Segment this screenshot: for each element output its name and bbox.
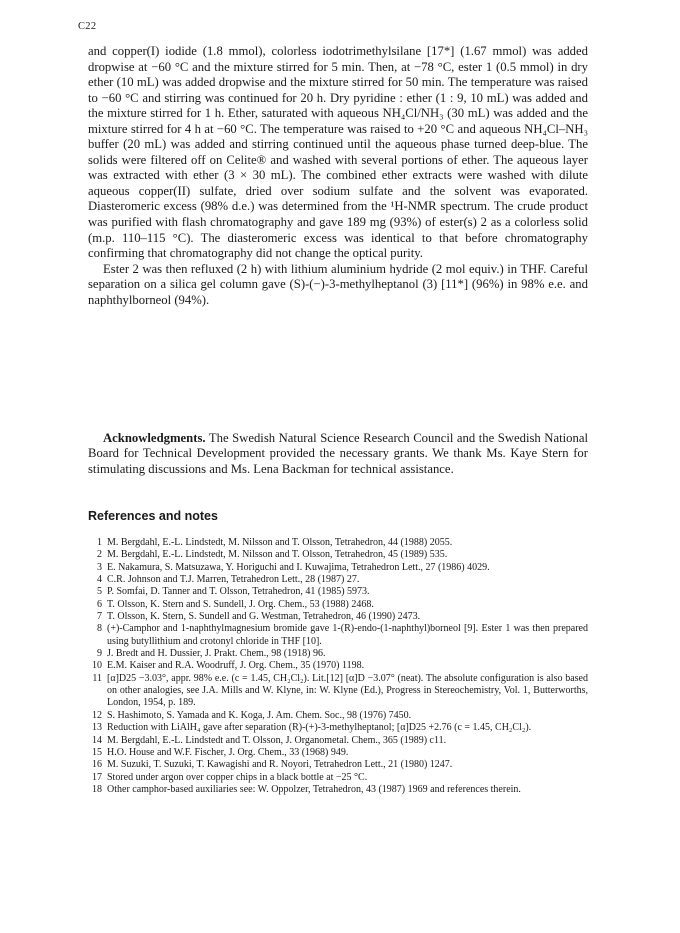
reference-text: T. Olsson, K. Stern, S. Sundell and G. Westman, Tetrahedron, 46 (1990) 2473. [107,611,421,623]
references-list [88,537,588,796]
reference-text: E. Nakamura, S. Matsuzawa, Y. Horiguchi and I. Kuwajima, Tetrahedron Lett., 27 (1986) 4029. [107,561,490,573]
reference-number: 5 [97,586,102,598]
reference-number: 1 [97,537,102,548]
reference-text: H.O. House and W.F. Fischer, J. Org. Chem., 33 (1968) 949. [107,746,349,758]
reference-number: 16 [92,759,102,771]
acknowledgements-heading: Acknowledgments. [103,430,206,445]
reference-item [88,759,588,771]
reference-item [88,562,588,574]
reference-number: 4 [97,574,102,586]
acknowledgements-paragraph [88,431,588,478]
reference-item [88,735,588,747]
acknowledgements-text: The Swedish Natural Science Research Council and the Swedish National Board for Technical Development provided the necessary grants. We thank Ms. Kaye Stern for stimulating discussions and Ms. Lena Backman for technical assistance. [88,430,588,476]
reference-number: 7 [97,611,102,623]
reference-text: T. Olsson, K. Stern and S. Sundell, J. Org. Chem., 53 (1988) 2468. [107,598,374,610]
reference-item [88,660,588,672]
reference-number: 9 [97,648,102,660]
reference-item [88,772,588,784]
reference-text: [α]D25 −3.03°, appr. 98% e.e. (c = 1.45, CH₂Cl₂). Lit.[12] [α]D −3.07° (neat). The absolute configuration is also based on other analogies, see J.A. Mills and W. Klyne, in: W. Klyne (Ed.), Progress in Stereochemistry, Vol. 1, Butterworths, London, 1954, p. 189. [107,672,588,709]
reference-text: S. Hashimoto, S. Yamada and K. Koga, J. Am. Chem. Soc., 98 (1976) 7450. [107,709,412,721]
reference-number: 11 [92,672,102,684]
reference-text: Other camphor-based auxiliaries see: W. Oppolzer, Tetrahedron, 43 (1987) 1969 and references therein. [107,783,521,795]
reference-text: M. Bergdahl, E.-L. Lindstedt and T. Olsson, J. Organometal. Chem., 365 (1989) c11. [107,734,447,746]
reference-text: Stored under argon over copper chips in a black bottle at −25 °C. [107,771,368,783]
reference-text: (+)-Camphor and 1-naphthylmagnesium bromide gave 1-(R)-endo-(1-naphthyl)borneol [9]. Ester 1 was then prepared using butyllithium and crotonyl chloride in THF [10]. [107,623,588,647]
reference-text: M. Bergdahl, E.-L. Lindstedt, M. Nilsson and T. Olsson, Tetrahedron, 44 (1988) 2055. [107,537,453,548]
reference-item [88,722,588,734]
reference-number: 2 [97,549,102,561]
experimental-text [88,44,588,308]
reference-text: M. Suzuki, T. Suzuki, T. Kawagishi and R. Noyori, Tetrahedron Lett., 21 (1980) 1247. [107,759,453,771]
reference-item [88,784,588,796]
reference-item [88,599,588,611]
reference-text: M. Bergdahl, E.-L. Lindstedt, M. Nilsson and T. Olsson, Tetrahedron, 45 (1989) 535. [107,549,448,561]
reference-item [88,673,588,710]
reference-number: 8 [97,623,102,635]
reference-number: 18 [92,783,102,795]
reference-text: P. Somfai, D. Tanner and T. Olsson, Tetrahedron, 41 (1985) 5973. [107,586,370,598]
page-number: C22 [78,21,97,32]
reference-item [88,611,588,623]
reference-text: E.M. Kaiser and R.A. Woodruff, J. Org. Chem., 35 (1970) 1198. [107,660,365,672]
references-heading: References and notes [88,509,218,523]
reference-number: 3 [97,561,102,573]
body-paragraph-1: and copper(I) iodide (1.8 mmol), colorless iodotrimethylsilane [17*] (1.67 mmol) was added dropwise at −60 °C and the mixture stirred for 5 min. Then, at −78 °C, ester 1 (0.5 mmol) in dry ether (10 mL) was added dropwise and the mixture stirred for 50 min. The temperature was raised to −60 °C and stirring was continued for 20 h. Dry pyridine : ether (1 : 9, 10 mL) was added and the mixture stirred for 1 h. Ether, saturated with aqueous NH₄Cl/NH₃ (30 mL) was added and the mixture stirred for 4 h at −60 °C. The temperature was raised to +20 °C and aqueous NH₄Cl–NH₃ buffer (20 mL) was added and stirring continued until the aqueous phase turned deep-blue. The solids were filtered off on Celite® and washed with several portions of ether. The aqueous layer was extracted with ether (3 × 30 mL). The combined ether extracts were washed with dilute aqueous copper(II) sulfate, dried over sodium sulfate and the solvent was evaporated. Diasteromeric excess (98% d.e.) was determined from the ¹H-NMR spectrum. The crude product was purified with flash chromatography and gave 189 mg (93%) of ester(s) 2 as a colorless solid (m.p. 110–115 °C). The diasteromeric excess was identical to that before chromatography confirming that chromatography did not change the optical purity. [88,44,588,261]
body-paragraph-2: Ester 2 was then refluxed (2 h) with lithium aluminium hydride (2 mol equiv.) in THF. Careful separation on a silica gel column gave (S)-(−)-3-methylheptanol (3) [11*] (96%) in 98% e.e. and naphthylborneol (94%). [88,261,588,307]
reference-item [88,747,588,759]
reference-number: 17 [92,771,102,783]
reference-number: 10 [92,660,102,672]
reference-text: J. Bredt and H. Dussier, J. Prakt. Chem., 98 (1918) 96. [107,648,326,660]
reference-number: 13 [92,722,102,734]
reference-item [88,586,588,598]
reference-number: 12 [92,709,102,721]
reference-number: 6 [97,598,102,610]
reference-item [88,537,588,549]
reference-number: 15 [92,746,102,758]
reference-item [88,623,588,648]
reference-number: 14 [92,734,102,746]
reference-item [88,648,588,660]
reference-text: C.R. Johnson and T.J. Marren, Tetrahedron Lett., 28 (1987) 27. [107,574,360,586]
reference-item [88,574,588,586]
reference-text: Reduction with LiAlH₄ gave after separation (R)-(+)-3-methylheptanol; [α]D25 +2.76 (c = 1.45, CH₂Cl₂). [107,722,532,734]
reference-item [88,549,588,561]
reference-item [88,710,588,722]
